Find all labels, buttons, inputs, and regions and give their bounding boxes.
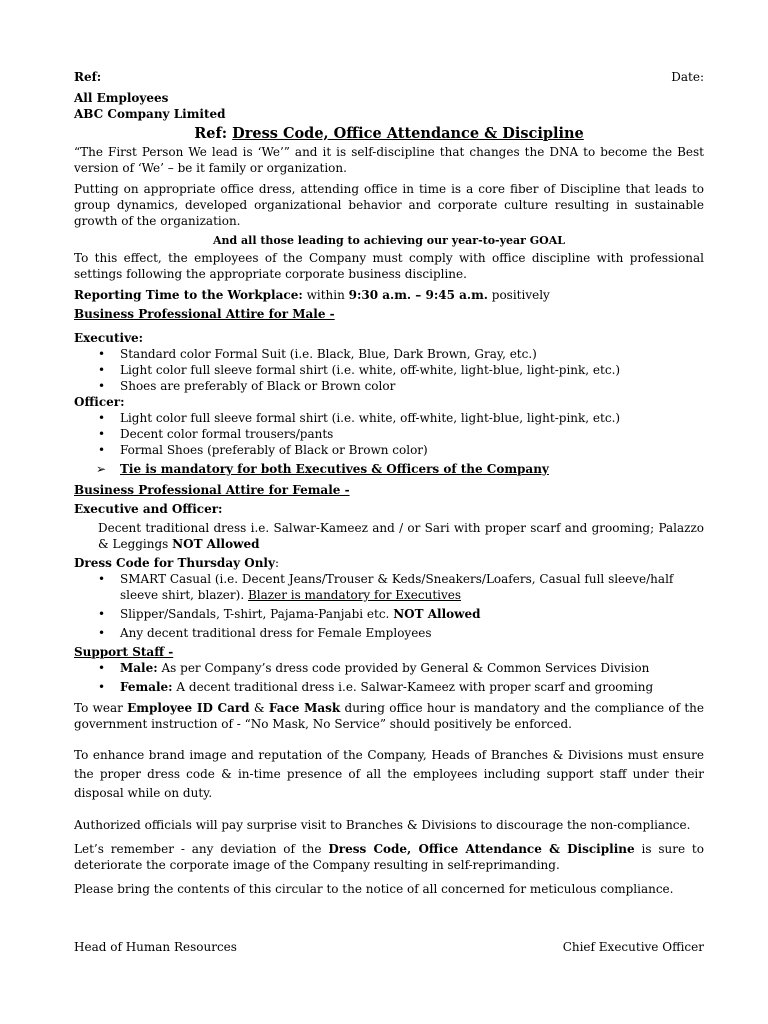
subject-title: Dress Code, Office Attendance & Discipline <box>232 125 584 142</box>
signature-row <box>74 939 704 955</box>
intro-paragraph-1: “The First Person We lead is ‘We’” and it is self-discipline that changes the DNA to become the Best version of ‘We’ – be it family or organization. <box>74 145 704 175</box>
male-executive-list <box>74 346 704 394</box>
bullet-icon: • <box>98 347 106 361</box>
bullet-icon: • <box>98 379 106 393</box>
reporting-label: Reporting Time to the Workplace: <box>74 288 303 302</box>
subject-prefix: Ref: <box>194 125 228 142</box>
reporting-time <box>74 287 704 303</box>
surprise-visit-paragraph: Authorized officials will pay surprise visit to Branches & Divisions to discourage the non-compliance. <box>74 818 691 832</box>
male-executive-label: Executive: <box>74 331 144 345</box>
bullet-icon: • <box>98 363 106 377</box>
thursday-list <box>74 571 704 641</box>
male-officer-label: Officer: <box>74 395 125 409</box>
male-attire-heading: Business Professional Attire for Male - <box>74 307 335 321</box>
intro-paragraph-3: To this effect, the employees of the Company must comply with office discipline with professional settings following the appropriate corporate business discipline. <box>74 251 704 281</box>
signature-left: Head of Human Resources <box>74 940 237 954</box>
bullet-icon: • <box>98 427 106 441</box>
bullet-icon: • <box>98 411 106 425</box>
list-item: • Slipper/Sandals, T-shirt, Pajama-Panjabi etc. NOT Allowed <box>98 607 481 621</box>
signature-right: Chief Executive Officer <box>562 940 704 954</box>
goal-statement: And all those leading to achieving our year-to-year GOAL <box>212 234 566 247</box>
recipient-line-2: ABC Company Limited <box>74 107 226 121</box>
recipient-line-1: All Employees <box>74 91 169 105</box>
intro-paragraph-2: Putting on appropriate office dress, attending office in time is a core fiber of Discipline that leads to group dynamics, developed organizational behavior and corporate culture resulting in sustainable growth of the organization. <box>74 182 704 228</box>
female-attire-text: Decent traditional dress i.e. Salwar-Kameez and / or Sari with proper scarf and grooming; Palazzo & Leggings NOT Allowed <box>98 521 704 551</box>
list-item: • Formal Shoes (preferably of Black or Brown color) <box>98 443 428 457</box>
list-item: • SMART Casual (i.e. Decent Jeans/Trouser & Keds/Sneakers/Loafers, Casual full sleeve/half sleeve shirt, blazer). Blazer is mandatory for Executives <box>98 572 674 602</box>
arrow-bullet-icon: ➢ <box>96 462 107 476</box>
bullet-icon: • <box>98 661 106 675</box>
letter-content <box>74 69 704 897</box>
bullet-icon: • <box>98 626 106 640</box>
reporting-time-range: 9:30 a.m. – 9:45 a.m. <box>348 288 488 302</box>
date-label: Date: <box>671 70 704 84</box>
list-item: • Male: As per Company’s dress code provided by General & Common Services Division <box>98 661 650 675</box>
male-officer-list <box>74 410 704 458</box>
thursday-heading: Dress Code for Thursday Only: <box>74 556 280 570</box>
remember-paragraph: Let’s remember - any deviation of the Dress Code, Office Attendance & Discipline is sure to deteriorate the corporate image of the Company resulting in self-reprimanding. <box>74 842 704 872</box>
list-item: • Decent color formal trousers/pants <box>98 427 334 441</box>
support-staff-list <box>74 660 704 695</box>
female-label: Executive and Officer: <box>74 502 223 516</box>
bullet-icon: • <box>98 572 106 586</box>
list-item: • Light color full sleeve formal shirt (i.e. white, off-white, light-blue, light-pink, etc.) <box>98 411 621 425</box>
reporting-suffix: positively <box>487 288 550 302</box>
bullet-icon: • <box>98 443 106 457</box>
list-item: • Any decent traditional dress for Female Employees <box>98 626 432 640</box>
list-item: • Standard color Formal Suit (i.e. Black, Blue, Dark Brown, Gray, etc.) <box>98 347 537 361</box>
id-card-paragraph: To wear Employee ID Card & Face Mask during office hour is mandatory and the compliance of the government instruction of - “No Mask, No Service” should positively be enforced. <box>74 701 704 731</box>
reporting-prefix: within <box>302 288 349 302</box>
list-item: • Light color full sleeve formal shirt (i.e. white, off-white, light-blue, light-pink, etc.) <box>98 363 621 377</box>
female-attire-heading: Business Professional Attire for Female - <box>74 483 350 497</box>
bullet-icon: • <box>98 680 106 694</box>
brand-paragraph: To enhance brand image and reputation of the Company, Heads of Branches & Divisions must ensure the proper dress code & in-time presence of all the employees including support staff under their disposal while on duty. <box>74 748 704 800</box>
closing-paragraph: Please bring the contents of this circular to the notice of all concerned for meticulous compliance. <box>74 882 674 896</box>
tie-note-text: Tie is mandatory for both Executives & Officers of the Company <box>120 462 549 476</box>
subject-line <box>74 124 704 144</box>
list-item: • Shoes are preferably of Black or Brown color <box>98 379 396 393</box>
ref-label: Ref: <box>74 70 102 84</box>
tie-note <box>74 461 704 477</box>
ref-date-row <box>74 69 704 85</box>
thursday-label: Dress Code for Thursday Only <box>74 556 275 570</box>
not-allowed-text: NOT Allowed <box>172 537 260 551</box>
support-staff-heading: Support Staff - <box>74 645 174 659</box>
bullet-icon: • <box>98 607 106 621</box>
blazer-note: Blazer is mandatory for Executives <box>247 588 462 602</box>
list-item: • Female: A decent traditional dress i.e. Salwar-Kameez with proper scarf and grooming <box>98 680 654 694</box>
